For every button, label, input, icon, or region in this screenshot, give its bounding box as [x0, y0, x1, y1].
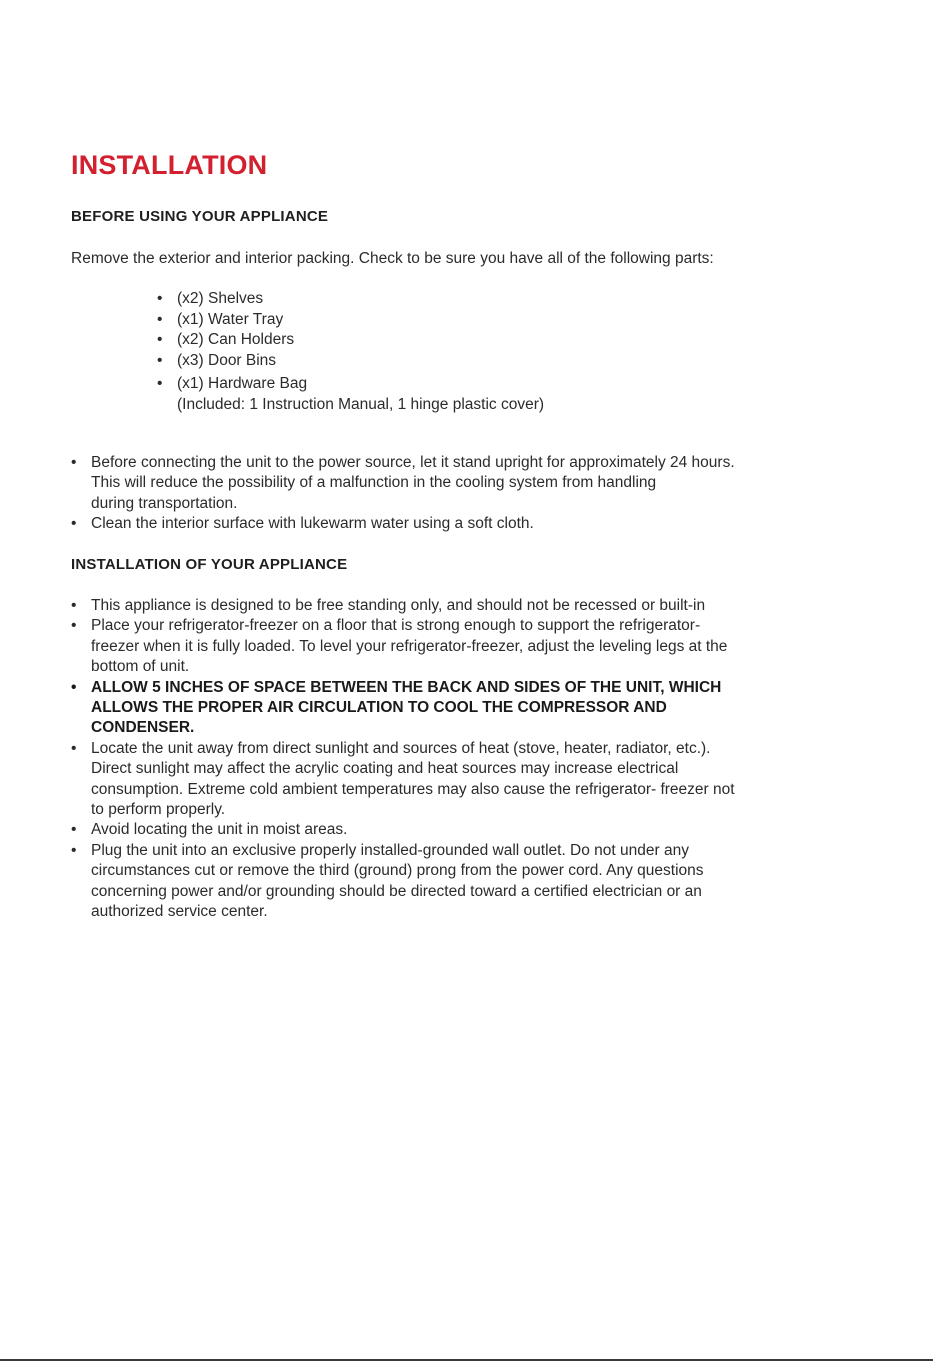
bullet-icon: • [157, 351, 163, 369]
list-item [71, 820, 861, 840]
note-line: Before connecting the unit to the power source, let it stand upright for approximately 24 hours. [91, 454, 735, 471]
item-line: Plug the unit into an exclusive properly installed-grounded wall outlet. Do not under any [91, 841, 689, 859]
list-item [71, 739, 861, 821]
item-line: concerning power and/or grounding should be directed toward a certified electrician or an [91, 882, 702, 900]
item-line: CONDENSER. [91, 719, 195, 737]
item-line: Place your refrigerator-freezer on a floor that is strong enough to support the refrigerator- [91, 617, 701, 635]
list-item [71, 596, 861, 616]
item-line: ALLOW 5 INCHES OF SPACE BETWEEN THE BACK AND SIDES OF THE UNIT, WHICH [91, 678, 722, 696]
list-item [157, 330, 544, 351]
list-item [71, 453, 861, 514]
bottom-rule [0, 1359, 933, 1361]
item-line: ALLOWS THE PROPER AIR CIRCULATION TO COOL THE COMPRESSOR AND [91, 699, 667, 717]
item-line: consumption. Extreme cold ambient temperatures may also cause the refrigerator- freezer not [91, 780, 735, 798]
preparation-notes-list [71, 453, 861, 535]
section-heading-before-using: BEFORE USING YOUR APPLIANCE [71, 208, 329, 225]
note-line: Clean the interior surface with lukewarm water using a soft cloth. [91, 515, 534, 533]
list-item [157, 351, 544, 372]
bullet-icon: • [157, 375, 163, 392]
part-note: (Included: 1 Instruction Manual, 1 hinge plastic cover) [177, 395, 545, 413]
list-item [71, 514, 861, 534]
item-line: Locate the unit away from direct sunlight and sources of heat (stove, heater, radiator, etc.). [91, 739, 711, 757]
item-line: circumstances cut or remove the third (ground) prong from the power cord. Any questions [91, 862, 704, 880]
bullet-icon: • [157, 290, 163, 307]
item-line: freezer when it is fully loaded. To level your refrigerator-freezer, adjust the leveling legs at the [91, 637, 728, 655]
bullet-icon: • [71, 454, 77, 471]
installation-list [71, 596, 861, 923]
bullet-icon: • [157, 310, 163, 328]
bullet-icon: • [71, 841, 77, 859]
part-label: (x2) Can Holders [177, 331, 295, 348]
item-line: Avoid locating the unit in moist areas. [91, 821, 348, 839]
parts-list [157, 289, 544, 415]
list-item [157, 289, 544, 310]
part-label: (x3) Door Bins [177, 351, 277, 369]
bullet-icon: • [71, 678, 77, 696]
bullet-icon: • [71, 597, 77, 614]
bullet-icon: • [157, 331, 163, 348]
item-line: This appliance is designed to be free standing only, and should not be recessed or built-in [91, 597, 706, 614]
list-item [157, 310, 544, 331]
page-title: INSTALLATION [71, 150, 268, 180]
item-line: Direct sunlight may affect the acrylic coating and heat sources may increase electrical [91, 760, 679, 778]
bullet-icon: • [71, 739, 77, 757]
list-item-warning [71, 678, 861, 739]
part-label: (x2) Shelves [177, 290, 264, 307]
item-line: bottom of unit. [91, 658, 190, 676]
section-heading-installation: INSTALLATION OF YOUR APPLIANCE [71, 556, 348, 573]
note-line: This will reduce the possibility of a malfunction in the cooling system from handling [91, 474, 657, 492]
item-line: to perform properly. [91, 801, 226, 819]
note-line: during transportation. [91, 494, 238, 512]
bullet-icon: • [71, 821, 77, 839]
list-item [71, 616, 861, 677]
intro-paragraph: Remove the exterior and interior packing. Check to be sure you have all of the following parts: [71, 250, 714, 267]
list-item [157, 374, 544, 415]
bullet-icon: • [71, 515, 77, 533]
item-line: authorized service center. [91, 903, 268, 921]
list-item [71, 841, 861, 923]
bullet-icon: • [71, 617, 77, 635]
part-label: (x1) Water Tray [177, 310, 284, 328]
part-label: (x1) Hardware Bag [177, 375, 308, 392]
